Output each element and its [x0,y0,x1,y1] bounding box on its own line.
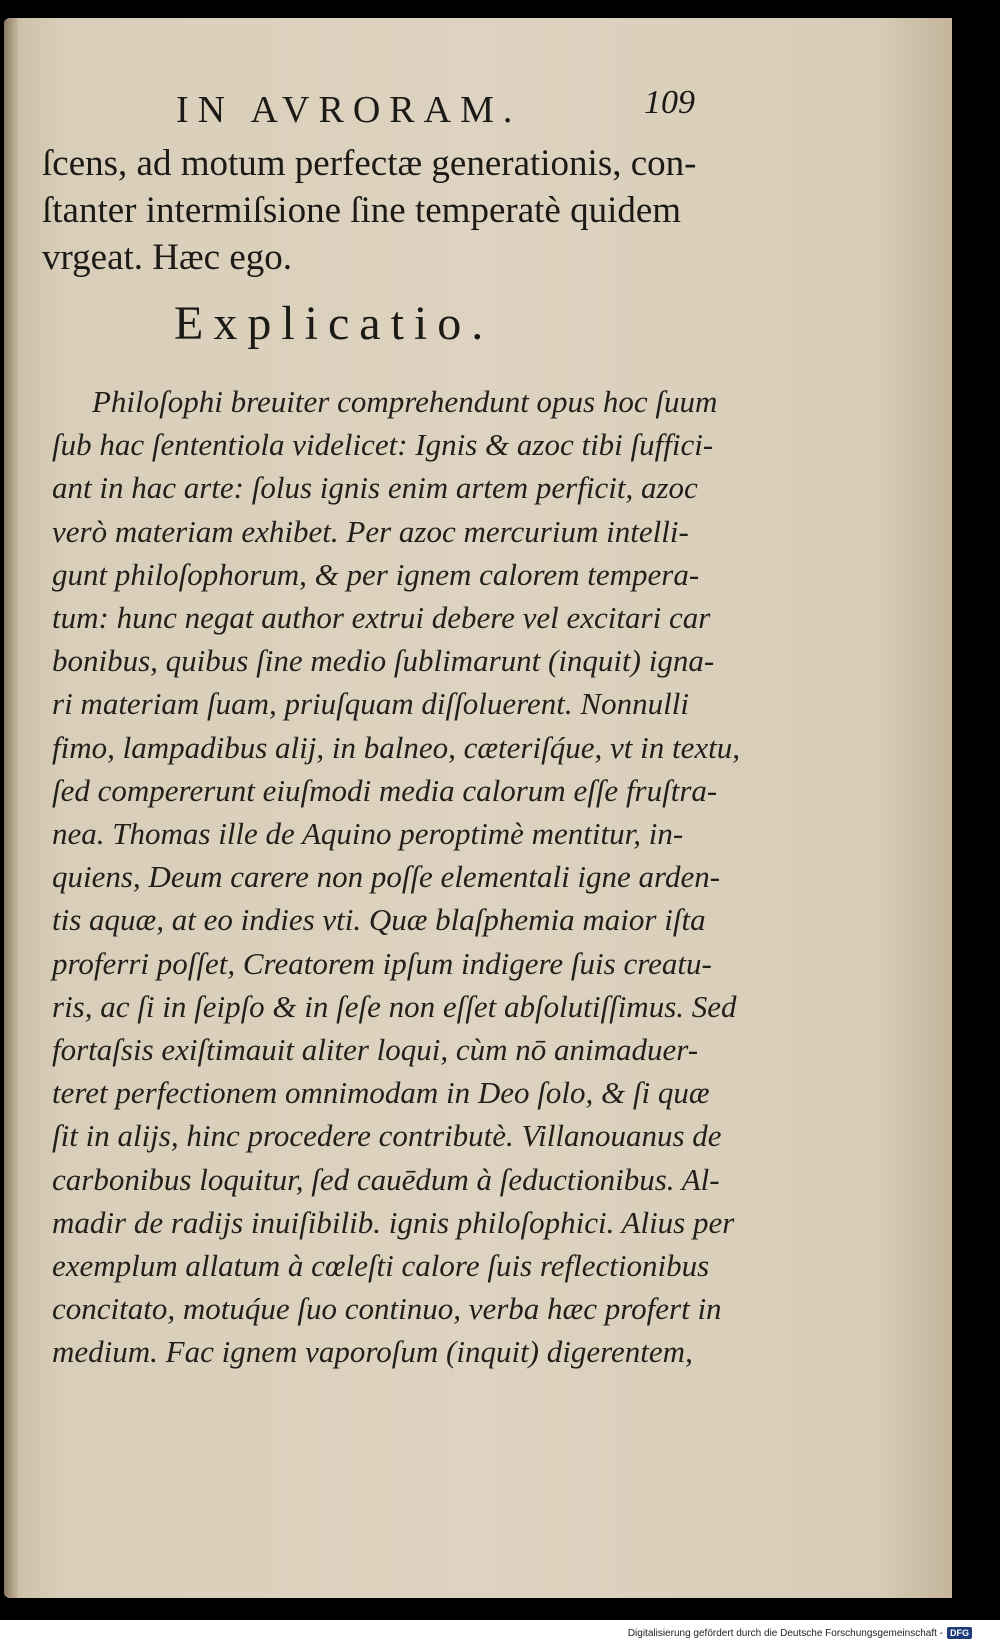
text-line: Philoſophi breuiter comprehendunt opus hoc ſuum [92,384,718,419]
text-line: teret perfectionem omnimodam in Deo ſolo, & ſi quæ [52,1075,710,1111]
text-line: ris, ac ſi in ſeipſo & in ſeſe non eſſet abſolutiſſimus. Sed [52,988,737,1024]
text-line: tis aquæ, at eo indies vti. Quæ blaſphemia maior iſta [52,902,706,938]
text-line: bonibus, quibus ſine medio ſublimarunt (inquit) igna- [52,643,715,679]
text-line: verò materiam exhibet. Per azoc mercurium intelli- [52,513,689,549]
text-line: ant in hac arte: ſolus ignis enim artem perficit, azoc [52,470,698,506]
running-head: IN AVRORAM. [176,89,522,131]
credit-text: Digitalisierung gefördert durch die Deutsche Forschungsgemeinschaft - [627,1627,943,1639]
section-heading: Explicatio. [174,297,494,350]
digitization-credit [628,1627,972,1639]
text-line: tum: hunc negat author extrui debere vel excitari car [52,600,711,636]
text-line: vrgeat. Hæc ego. [42,237,293,278]
text-line: ſit in alijs, hinc procedere contributè. Villanouanus de [52,1118,722,1154]
explicatio-paragraph [52,380,740,1374]
page-number: 109 [644,84,695,121]
text-line: ri materiam ſuam, priuſquam diſſoluerent. Nonnulli [52,686,689,722]
dfg-logo: DFG [947,1627,972,1639]
text-line: ſub hac ſententiola videlicet: Ignis & azoc tibi ſuffici- [52,427,714,463]
text-line: ſed compererunt eiuſmodi media calorum eſſe fruſtra- [52,772,718,808]
text-line: concitato, motuq́ue ſuo continuo, verba hæc profert in [52,1291,722,1327]
intro-paragraph [42,140,702,281]
text-line: quiens, Deum carere non poſſe elementali igne arden- [52,859,721,895]
text-line: nea. Thomas ille de Aquino peroptimè mentitur, in- [52,816,684,852]
text-line: proferri poſſet, Creatorem ipſum indigere ſuis creatu- [52,945,712,981]
text-line: exemplum allatum à cœleſti calore ſuis reflectionibus [52,1248,710,1284]
page-binding-edge [4,18,18,1598]
text-line: gunt philoſophorum, & per ignem calorem tempera- [52,556,700,592]
text-line: medium. Fac ignem vaporoſum (inquit) digerentem, [52,1334,693,1370]
text-line: fortaſsis exiſtimauit aliter loqui, cùm nō animaduer- [52,1032,699,1068]
text-line: ſtanter intermiſsione ſine temperatè quidem [42,190,682,231]
text-line: madir de radijs inuiſibilib. ignis philoſophici. Alius per [52,1204,735,1240]
text-line: carbonibus loquitur, ſed cauēdum à ſeductionibus. Al- [52,1161,720,1197]
text-line: ſcens, ad motum perfectæ generationis, con- [42,143,697,184]
text-line: fimo, lampadibus alij, in balneo, cæteriſq́ue, vt in textu, [52,729,740,765]
